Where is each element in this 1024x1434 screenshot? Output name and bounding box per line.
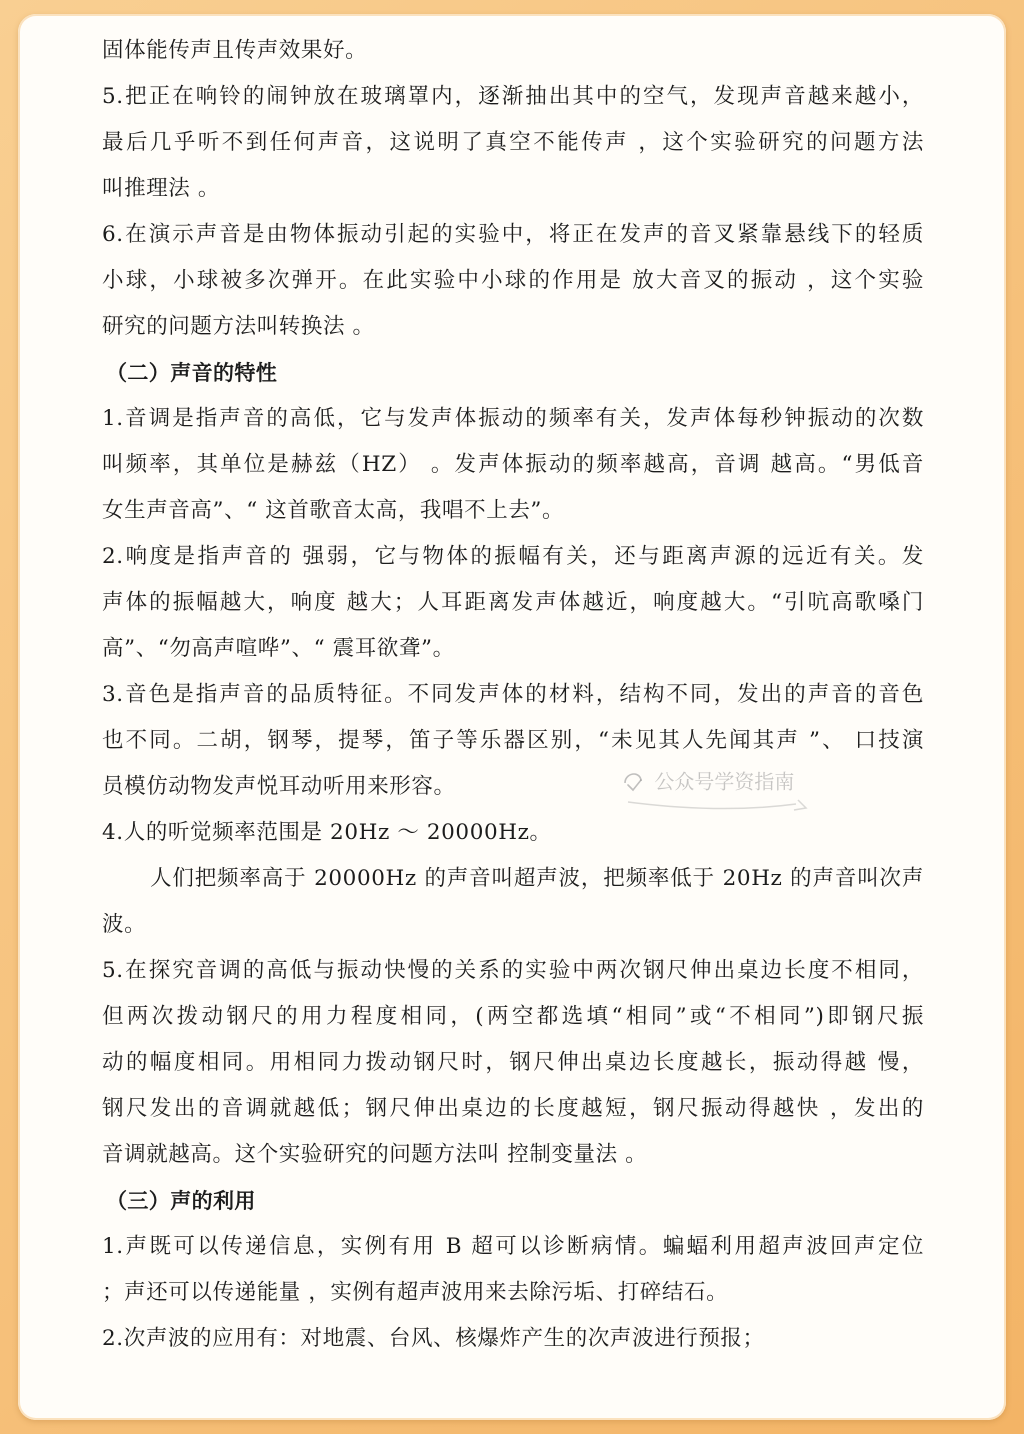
- wechat-official-account-icon: [622, 771, 644, 793]
- paragraph-line: 1.声既可以传递信息，实例有用 B 超可以诊断病情。蝙蝠利用超声波回声定位: [102, 1234, 924, 1259]
- paragraph-line: 音调就越高。这个实验研究的问题方法叫 控制变量法 。: [102, 1142, 648, 1167]
- section-heading: （三）声的利用: [106, 1189, 256, 1213]
- paragraph-line: 高”、“勿高声喧哗”、“ 震耳欲聋”。: [102, 636, 455, 661]
- paragraph-line: 2.次声波的应用有：对地震、台风、核爆炸产生的次声波进行预报；: [102, 1326, 765, 1351]
- document-body: [102, 28, 924, 1362]
- paragraph-line: 声体的振幅越大，响度 越大；人耳距离发声体越近，响度越大。“引吭高歌嗓门: [102, 590, 924, 615]
- paragraph-line: 最后几乎听不到任何声音，这说明了真空不能传声 ，这个实验研究的问题方法: [102, 130, 924, 155]
- paragraph-line: 动的幅度相同。用相同力拨动钢尺时，钢尺伸出桌边长度越长，振动得越 慢，: [102, 1050, 924, 1075]
- paragraph-line: 3.音色是指声音的品质特征。不同发声体的材料，结构不同，发出的声音的音色: [102, 682, 924, 707]
- watermark: [622, 760, 822, 820]
- paragraph-line: 也不同。二胡，钢琴，提琴，笛子等乐器区别，“未见其人先闻其声 ”、 口技演: [102, 728, 924, 753]
- paragraph-line: 4.人的听觉频率范围是 20Hz ～ 20000Hz。: [102, 820, 552, 845]
- paragraph-line: 人们把频率高于 20000Hz 的声音叫超声波，把频率低于 20Hz 的声音叫次声: [150, 866, 924, 891]
- paragraph-line: 波。: [102, 912, 147, 937]
- section-heading: （二）声音的特性: [106, 361, 278, 385]
- paragraph-line: 5.把正在响铃的闹钟放在玻璃罩内，逐渐抽出其中的空气，发现声音越来越小，: [102, 84, 924, 109]
- paragraph-line: 钢尺发出的音调就越低；钢尺伸出桌边的长度越短，钢尺振动得越快 ，发出的: [102, 1096, 924, 1121]
- paragraph-line: 6.在演示声音是由物体振动引起的实验中，将正在发声的音叉紧靠悬线下的轻质: [102, 222, 924, 247]
- paragraph-line: 叫频率，其单位是赫兹（HZ） 。发声体振动的频率越高，音调 越高。“男低音: [102, 452, 924, 477]
- paragraph-line: 5.在探究音调的高低与振动快慢的关系的实验中两次钢尺伸出桌边长度不相同，: [102, 958, 924, 983]
- paragraph-line: 1.音调是指声音的高低，它与发声体振动的频率有关，发声体每秒钟振动的次数: [102, 406, 924, 431]
- paragraph-line: 员模仿动物发声悦耳动听用来形容。: [102, 774, 456, 799]
- watermark-text: 公众号学资指南: [654, 769, 795, 794]
- paragraph-line: 但两次拨动钢尺的用力程度相同，(两空都选填“相同”或“不相同”)即钢尺振: [102, 1004, 924, 1029]
- paragraph-line: 叫推理法 。: [102, 176, 220, 201]
- paragraph-line: ；声还可以传递能量 ，实例有超声波用来去除污垢、打碎结石。: [102, 1280, 729, 1305]
- paragraph-line: 女生声音高”、“ 这首歌音太高，我唱不上去”。: [102, 498, 565, 523]
- paragraph-line: 固体能传声且传声效果好。: [102, 38, 368, 63]
- watermark-swoosh: [626, 794, 816, 818]
- paragraph-line: 2.响度是指声音的 强弱，它与物体的振幅有关，还与距离声源的远近有关。发: [102, 544, 924, 569]
- paragraph-line: 研究的问题方法叫转换法 。: [102, 314, 375, 339]
- paragraph-line: 小球，小球被多次弹开。在此实验中小球的作用是 放大音叉的振动 ，这个实验: [102, 268, 924, 293]
